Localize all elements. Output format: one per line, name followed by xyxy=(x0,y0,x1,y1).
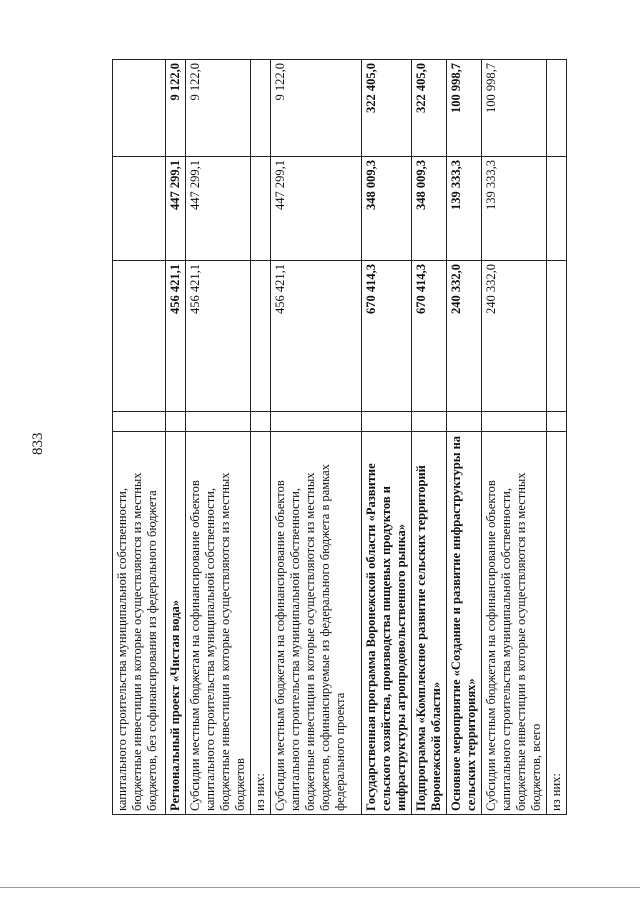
value-regional: 322 405,0 xyxy=(412,60,447,157)
table-row xyxy=(271,60,362,815)
value-regional xyxy=(547,60,567,157)
table-row xyxy=(251,60,271,815)
row-label: из них: xyxy=(251,432,271,815)
value-total: 240 332,0 xyxy=(447,261,482,412)
code-cell xyxy=(271,412,362,432)
table-row xyxy=(447,60,482,815)
code-cell xyxy=(412,412,447,432)
value-total: 456 421,1 xyxy=(271,261,362,412)
page-number: 833 xyxy=(30,432,46,455)
row-label: Субсидии местным бюджетам на софинансирование объектов капитального строительства муниципальной собственности, бюджетные инвестиции в которые осуществляются из местных бюджетов, софинансируемые из федерального бюджета в рамках федерального проекта xyxy=(271,432,362,815)
value-regional: 9 122,0 xyxy=(166,60,186,157)
code-cell xyxy=(362,412,412,432)
row-label: Подпрограмма «Комплексное развитие сельских территорий Воронежской области» xyxy=(412,432,447,815)
value-federal: 447 299,1 xyxy=(186,157,251,261)
value-regional: 9 122,0 xyxy=(271,60,362,157)
value-total: 670 414,3 xyxy=(362,261,412,412)
value-total: 670 414,3 xyxy=(412,261,447,412)
value-regional xyxy=(251,60,271,157)
table-row xyxy=(412,60,447,815)
table-body xyxy=(113,60,567,815)
row-label: из них: xyxy=(547,432,567,815)
table-row xyxy=(166,60,186,815)
code-cell xyxy=(482,412,547,432)
code-cell xyxy=(251,412,271,432)
value-regional xyxy=(113,60,166,157)
code-cell xyxy=(166,412,186,432)
table-row xyxy=(547,60,567,815)
table-row xyxy=(186,60,251,815)
table-row xyxy=(482,60,547,815)
row-label: Основное мероприятие «Создание и развитие инфраструктуры на сельских территориях» xyxy=(447,432,482,815)
value-regional: 322 405,0 xyxy=(362,60,412,157)
value-total xyxy=(251,261,271,412)
value-total xyxy=(547,261,567,412)
page-bottom-rule xyxy=(0,887,640,888)
code-cell xyxy=(447,412,482,432)
code-cell xyxy=(547,412,567,432)
value-federal: 447 299,1 xyxy=(271,157,362,261)
value-federal: 348 009,3 xyxy=(412,157,447,261)
code-cell xyxy=(113,412,166,432)
value-federal xyxy=(113,157,166,261)
value-federal xyxy=(547,157,567,261)
row-label: Субсидии местным бюджетам на софинансирование объектов капитального строительства муниципальной собственности, бюджетные инвестиции в которые осуществляются из местных бюджетов xyxy=(186,432,251,815)
value-total xyxy=(113,261,166,412)
row-label: Субсидии местным бюджетам на софинансирование объектов капитального строительства муниципальной собственности, бюджетные инвестиции в которые осуществляются из местных бюджетов, всего xyxy=(482,432,547,815)
row-label: Государственная программа Воронежской области «Развитие сельского хозяйства, производства пищевых продуктов и инфраструктуры агропродовольственного рынка» xyxy=(362,432,412,815)
row-label: капитального строительства муниципальной собственности, бюджетные инвестиции в которые осуществляются из местных бюджетов, без софинансирования из федерального бюджета xyxy=(113,432,166,815)
budget-table xyxy=(112,59,567,815)
value-total: 456 421,1 xyxy=(166,261,186,412)
value-federal xyxy=(251,157,271,261)
value-total: 456 421,1 xyxy=(186,261,251,412)
table-row xyxy=(113,60,166,815)
value-federal: 139 333,3 xyxy=(447,157,482,261)
value-regional: 100 998,7 xyxy=(482,60,547,157)
value-federal: 447 299,1 xyxy=(166,157,186,261)
value-federal: 139 333,3 xyxy=(482,157,547,261)
value-regional: 9 122,0 xyxy=(186,60,251,157)
row-label: Региональный проект «Чистая вода» xyxy=(166,432,186,815)
value-total: 240 332,0 xyxy=(482,261,547,412)
value-federal: 348 009,3 xyxy=(362,157,412,261)
table-row xyxy=(362,60,412,815)
code-cell xyxy=(186,412,251,432)
rotated-page xyxy=(112,60,598,815)
value-regional: 100 998,7 xyxy=(447,60,482,157)
